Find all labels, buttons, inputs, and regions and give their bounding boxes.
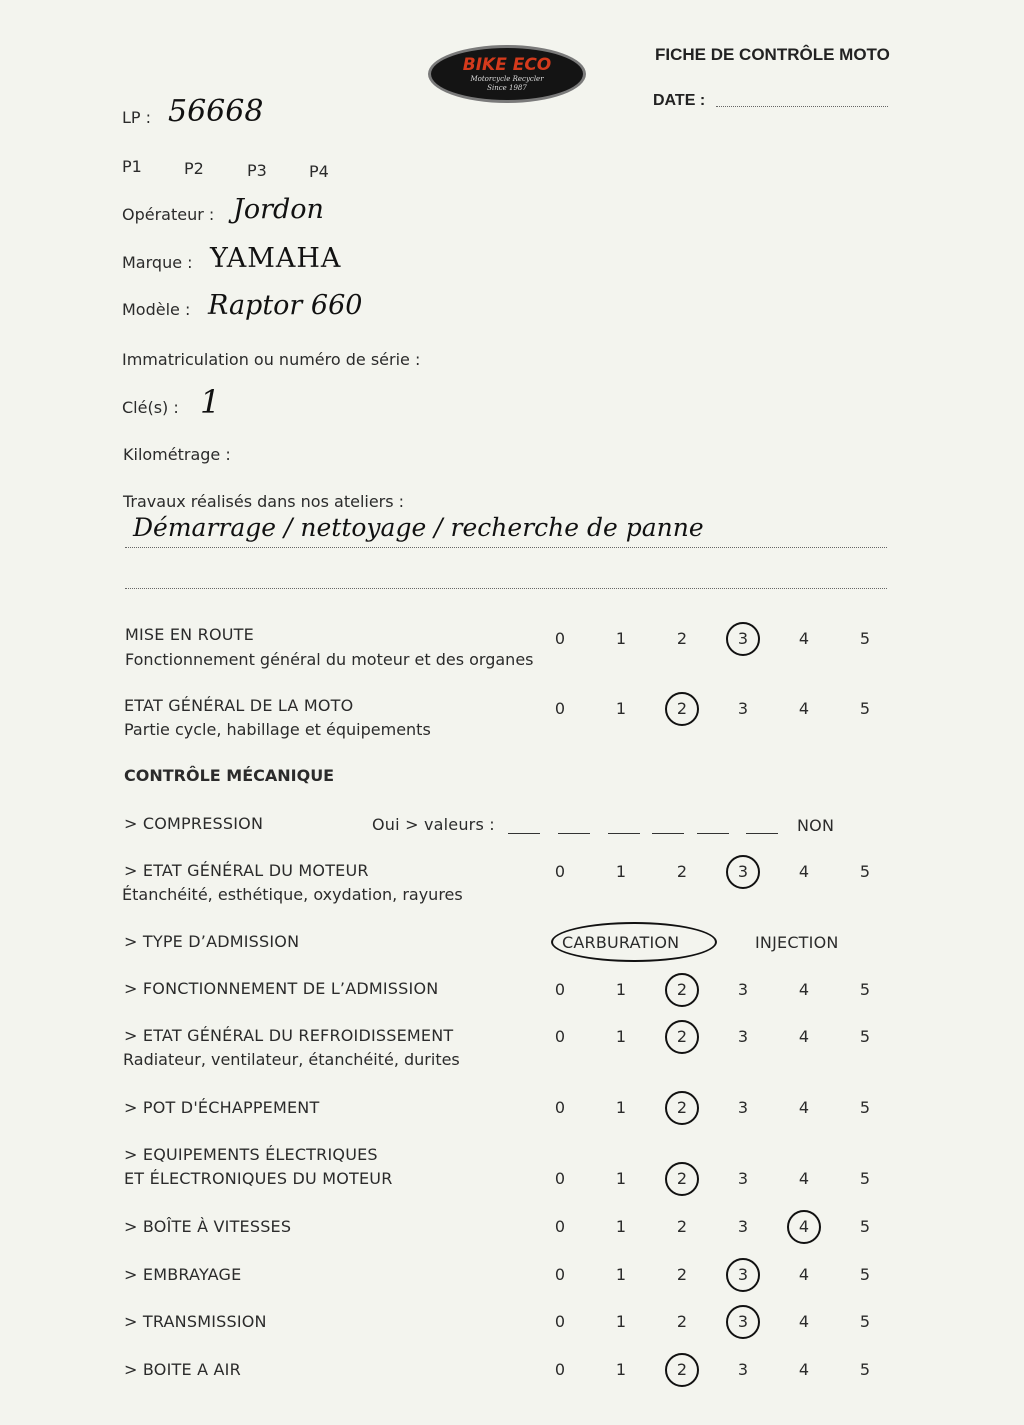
form-title: FICHE DE CONTRÔLE MOTO [655, 45, 890, 64]
rating-scale-boite-air-option-3[interactable]: 3 [737, 1360, 749, 1379]
rating-scale-mise-en-route-option-5[interactable]: 5 [859, 629, 871, 648]
date-field[interactable] [716, 92, 888, 107]
registration-label: Immatriculation ou numéro de série : [122, 350, 421, 369]
compression-value-3[interactable] [608, 832, 640, 834]
engine-subtitle: Étanchéité, esthétique, oxydation, rayures [122, 885, 463, 904]
rating-scale-boite-air-option-1[interactable]: 1 [615, 1360, 627, 1379]
general-subtitle-2: Partie cycle, habillage et équipements [124, 720, 431, 739]
rating-scale-electrique-option-1[interactable]: 1 [615, 1169, 627, 1188]
rating-scale-embrayage-option-4[interactable]: 4 [798, 1265, 810, 1284]
item-title-2: > ETAT GÉNÉRAL DU REFROIDISSEMENT [124, 1026, 454, 1045]
operator-value[interactable]: Jordon [233, 194, 324, 225]
rating-scale-etat-moto-option-0[interactable]: 0 [554, 699, 566, 718]
rating-scale-boite-vitesses-option-4-selected[interactable]: 4 [787, 1210, 821, 1244]
rating-scale-admission-option-3[interactable]: 3 [737, 980, 749, 999]
rating-scale-boite-vitesses-option-5[interactable]: 5 [859, 1217, 871, 1236]
works-line-2 [125, 570, 887, 589]
rating-scale-engine-option-4[interactable]: 4 [798, 862, 810, 881]
rating-scale-etat-moto-option-4[interactable]: 4 [798, 699, 810, 718]
rating-scale-electrique-option-5[interactable]: 5 [859, 1169, 871, 1188]
position-p2[interactable]: P2 [184, 159, 204, 178]
date-label: DATE : [653, 92, 706, 109]
rating-scale-engine-option-0[interactable]: 0 [554, 862, 566, 881]
brand-label: Marque : [122, 253, 193, 272]
compression-yes-label: Oui > valeurs : [372, 815, 495, 834]
rating-scale-engine-option-1[interactable]: 1 [615, 862, 627, 881]
rating-scale-electrique-option-4[interactable]: 4 [798, 1169, 810, 1188]
rating-scale-boite-air-option-0[interactable]: 0 [554, 1360, 566, 1379]
keys-value[interactable]: 1 [200, 383, 221, 421]
rating-scale-embrayage-option-0[interactable]: 0 [554, 1265, 566, 1284]
rating-scale-echappement-option-0[interactable]: 0 [554, 1098, 566, 1117]
rating-scale-boite-air-option-4[interactable]: 4 [798, 1360, 810, 1379]
intake-option-injection[interactable]: INJECTION [755, 933, 839, 952]
compression-value-6[interactable] [746, 832, 778, 834]
rating-scale-refroidissement-option-0[interactable]: 0 [554, 1027, 566, 1046]
item-title-7: > TRANSMISSION [124, 1312, 267, 1331]
engine-title: > ETAT GÉNÉRAL DU MOTEUR [124, 861, 369, 880]
rating-scale-boite-air-option-2-selected[interactable]: 2 [665, 1353, 699, 1387]
rating-scale-embrayage-option-2[interactable]: 2 [676, 1265, 688, 1284]
rating-scale-admission-option-1[interactable]: 1 [615, 980, 627, 999]
rating-scale-boite-vitesses-option-0[interactable]: 0 [554, 1217, 566, 1236]
position-p1[interactable]: P1 [122, 157, 142, 176]
rating-scale-refroidissement-option-4[interactable]: 4 [798, 1027, 810, 1046]
rating-scale-transmission-option-4[interactable]: 4 [798, 1312, 810, 1331]
works-label: Travaux réalisés dans nos ateliers : [123, 492, 405, 511]
rating-scale-boite-vitesses-option-1[interactable]: 1 [615, 1217, 627, 1236]
rating-scale-engine-option-5[interactable]: 5 [859, 862, 871, 881]
rating-scale-mise-en-route-option-1[interactable]: 1 [615, 629, 627, 648]
rating-scale-mise-en-route-option-4[interactable]: 4 [798, 629, 810, 648]
operator-label: Opérateur : [122, 205, 215, 224]
compression-title: > COMPRESSION [124, 814, 264, 833]
rating-scale-boite-vitesses-option-3[interactable]: 3 [737, 1217, 749, 1236]
rating-scale-transmission-option-2[interactable]: 2 [676, 1312, 688, 1331]
compression-value-4[interactable] [652, 832, 684, 834]
lp-label: LP : [122, 108, 152, 127]
general-subtitle-1: Fonctionnement général du moteur et des organes [125, 650, 534, 669]
intake-option-carburation[interactable]: CARBURATION [562, 933, 680, 952]
logo-since: Since 1987 [487, 84, 527, 92]
position-p4[interactable]: P4 [309, 162, 329, 181]
item-title-4: > EQUIPEMENTS ÉLECTRIQUES [124, 1145, 378, 1164]
rating-scale-electrique-option-3[interactable]: 3 [737, 1169, 749, 1188]
logo-tagline: Motorcycle Recycler [470, 75, 544, 83]
rating-scale-mise-en-route-option-0[interactable]: 0 [554, 629, 566, 648]
item-title-1: > FONCTIONNEMENT DE L’ADMISSION [124, 979, 439, 998]
logo-brand: BIKE ECO [462, 55, 552, 75]
item-title-5: > BOÎTE À VITESSES [124, 1217, 292, 1236]
rating-scale-etat-moto-option-2-selected[interactable]: 2 [665, 692, 699, 726]
rating-scale-echappement-option-1[interactable]: 1 [615, 1098, 627, 1117]
rating-scale-transmission-option-0[interactable]: 0 [554, 1312, 566, 1331]
model-label: Modèle : [122, 300, 191, 319]
bike-eco-logo [428, 45, 586, 103]
rating-scale-embrayage-option-3-selected[interactable]: 3 [726, 1258, 760, 1292]
position-p3[interactable]: P3 [247, 161, 267, 180]
item-title-8: > BOITE A AIR [124, 1360, 241, 1379]
item-title-3: > POT D'ÉCHAPPEMENT [124, 1098, 320, 1117]
rating-scale-transmission-option-3-selected[interactable]: 3 [726, 1305, 760, 1339]
rating-scale-refroidissement-option-5[interactable]: 5 [859, 1027, 871, 1046]
general-title-1: MISE EN ROUTE [125, 625, 254, 644]
rating-scale-admission-option-0[interactable]: 0 [554, 980, 566, 999]
rating-scale-refroidissement-option-1[interactable]: 1 [615, 1027, 627, 1046]
rating-scale-admission-option-4[interactable]: 4 [798, 980, 810, 999]
general-title-2: ETAT GÉNÉRAL DE LA MOTO [124, 696, 354, 715]
compression-no-label[interactable]: NON [797, 816, 835, 835]
brand-value[interactable]: YAMAHA [210, 243, 342, 274]
rating-scale-boite-air-option-5[interactable]: 5 [859, 1360, 871, 1379]
lp-value[interactable]: 56668 [168, 94, 264, 129]
keys-label: Clé(s) : [122, 398, 179, 417]
rating-scale-admission-option-5[interactable]: 5 [859, 980, 871, 999]
rating-scale-echappement-option-5[interactable]: 5 [859, 1098, 871, 1117]
rating-scale-mise-en-route-option-2[interactable]: 2 [676, 629, 688, 648]
rating-scale-engine-option-2[interactable]: 2 [676, 862, 688, 881]
mechanical-heading: CONTRÔLE MÉCANIQUE [124, 766, 335, 785]
compression-value-1[interactable] [508, 832, 540, 834]
rating-scale-boite-vitesses-option-2[interactable]: 2 [676, 1217, 688, 1236]
compression-value-5[interactable] [697, 832, 729, 834]
rating-scale-refroidissement-option-2-selected[interactable]: 2 [665, 1020, 699, 1054]
rating-scale-embrayage-option-1[interactable]: 1 [615, 1265, 627, 1284]
mileage-label: Kilométrage : [123, 445, 231, 464]
model-value[interactable]: Raptor 660 [208, 290, 363, 321]
rating-scale-transmission-option-5[interactable]: 5 [859, 1312, 871, 1331]
item-title-6: > EMBRAYAGE [124, 1265, 242, 1284]
works-value[interactable]: Démarrage / nettoyage / recherche de panne [133, 513, 704, 542]
rating-scale-echappement-option-2-selected[interactable]: 2 [665, 1091, 699, 1125]
rating-scale-electrique-option-0[interactable]: 0 [554, 1169, 566, 1188]
rating-scale-etat-moto-option-1[interactable]: 1 [615, 699, 627, 718]
item-subtitle-4: ET ÉLECTRONIQUES DU MOTEUR [124, 1169, 393, 1188]
rating-scale-transmission-option-1[interactable]: 1 [615, 1312, 627, 1331]
rating-scale-refroidissement-option-3[interactable]: 3 [737, 1027, 749, 1046]
item-subtitle-2: Radiateur, ventilateur, étanchéité, durites [123, 1050, 460, 1069]
rating-scale-electrique-option-2-selected[interactable]: 2 [665, 1162, 699, 1196]
rating-scale-etat-moto-option-3[interactable]: 3 [737, 699, 749, 718]
rating-scale-etat-moto-option-5[interactable]: 5 [859, 699, 871, 718]
rating-scale-echappement-option-4[interactable]: 4 [798, 1098, 810, 1117]
rating-scale-engine-option-3-selected[interactable]: 3 [726, 855, 760, 889]
rating-scale-mise-en-route-option-3-selected[interactable]: 3 [726, 622, 760, 656]
compression-value-2[interactable] [558, 832, 590, 834]
rating-scale-embrayage-option-5[interactable]: 5 [859, 1265, 871, 1284]
rating-scale-admission-option-2-selected[interactable]: 2 [665, 973, 699, 1007]
rating-scale-echappement-option-3[interactable]: 3 [737, 1098, 749, 1117]
intake-type-title: > TYPE D’ADMISSION [124, 932, 300, 951]
